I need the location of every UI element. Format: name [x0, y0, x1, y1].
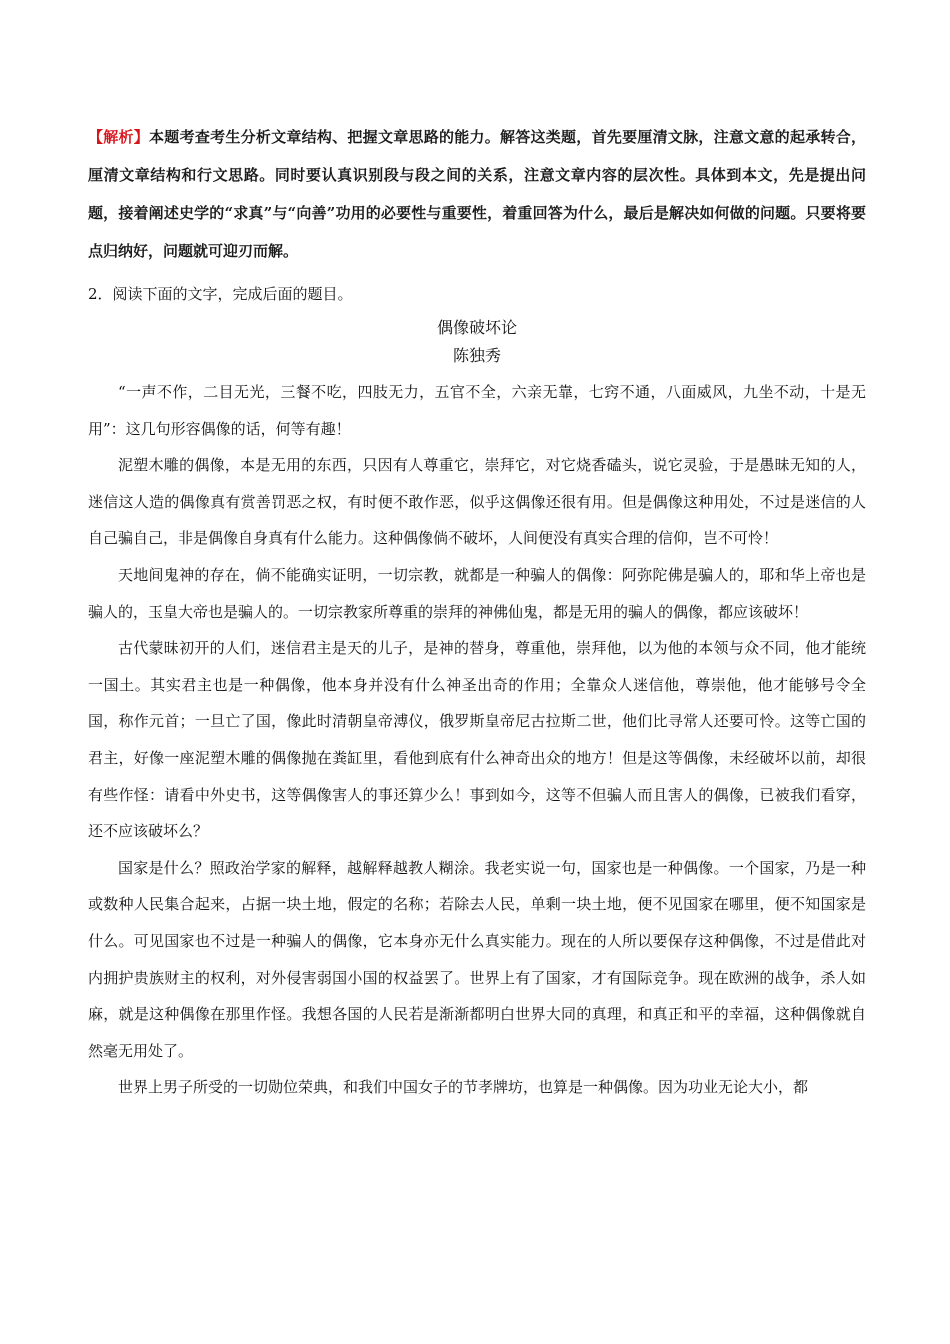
article-title: 偶像破坏论 — [436, 318, 517, 337]
article-paragraph: “一声不作，二目无光，三餐不吃，四肢无力，五官不全，六亲无靠，七窍不通，八面威风，九坐不动，十是无用”：这几句形容偶像的话，何等有趣！ — [88, 383, 866, 438]
analysis-tag: 【解析】 — [88, 128, 150, 146]
article-paragraph: 天地间鬼神的存在，倘不能确实证明，一切宗教，就都是一种骗人的偶像：阿弥陀佛是骗人的，耶和华上帝也是骗人的，玉皇大帝也是骗人的。一切宗教家所尊重的崇拜的神佛仙鬼，都是无用的骗人的偶像，都应该破坏！ — [88, 565, 866, 621]
article-paragraph: 古代蒙昧初开的人们，迷信君主是天的儿子，是神的替身，尊重他，崇拜他，以为他的本领与众不同，他才能统一国土。其实君主也是一种偶像，他本身并没有什么神圣出奇的作用；全靠众人迷信他，尊崇他，他才能够号令全国，称作元首；一旦亡了国，像此时清朝皇帝溥仪，俄罗斯皇帝尼古拉斯二世，他们比寻常人还要可怜。这等亡国的君主，好像一座泥塑木雕的偶像抛在粪缸里，看他到底有什么神奇出众的地方！但是这等偶像，未经破坏以前，却很有些作怪：请看中外史书，这等偶像害人的事还算少么！事到如今，这等不但骗人而且害人的偶像，已被我们看穿，还不应该破坏么？ — [88, 639, 866, 841]
analysis-block — [88, 118, 866, 270]
article-paragraph: 国家是什么？照政治学家的解释，越解释越教人糊涂。我老实说一句，国家也是一种偶像。一个国家，乃是一种或数种人民集合起来，占据一块土地，假定的名称；若除去人民，单剩一块土地，便不见国家在哪里，便不知国家是什么。可见国家也不过是一种骗人的偶像，它本身亦无什么真实能力。现在的人所以要保存这种偶像，不过是借此对内拥护贵族财主的权利，对外侵害弱国小国的权益罢了。世界上有了国家，才有国际竞争。现在欧洲的战争，杀人如麻，就是这种偶像在那里作怪。我想各国的人民若是渐渐都明白世界大同的真理，和真正和平的幸福，这种偶像就自然毫无用处了。 — [88, 858, 866, 1060]
analysis-text: 本题考查考生分析文章结构、把握文章思路的能力。解答这类题，首先要厘清文脉，注意文意的起承转合，厘清文章结构和行文思路。同时要认真识别段与段之间的关系，注意文章内容的层次性。具体到本文，先是提出问题，接着阐述史学的“求真”与“向善”功用的必要性与重要性，着重回答为什么，最后是解决如何做的问题。只要将要点归纳好，问题就可迎刃而解。 — [88, 128, 866, 260]
article-paragraph: 世界上男子所受的一切勋位荣典，和我们中国女子的节孝牌坊，也算是一种偶像。因为功业无论大小，都 — [118, 1078, 809, 1097]
document-page — [88, 118, 866, 1106]
question-prompt: 2．阅读下面的文字，完成后面的题目。 — [88, 285, 353, 303]
article-author: 陈独秀 — [452, 346, 501, 365]
article-paragraph: 泥塑木雕的偶像，本是无用的东西，只因有人尊重它，崇拜它，对它烧香磕头，说它灵验，于是愚昧无知的人，迷信这人造的偶像真有赏善罚恶之权，有时便不敢作恶，似乎这偶像还很有用。但是偶像这种用处，不过是迷信的人自己骗自己，非是偶像自身真有什么能力。这种偶像倘不破坏，人间便没有真实合理的信仰，岂不可怜！ — [88, 456, 866, 548]
